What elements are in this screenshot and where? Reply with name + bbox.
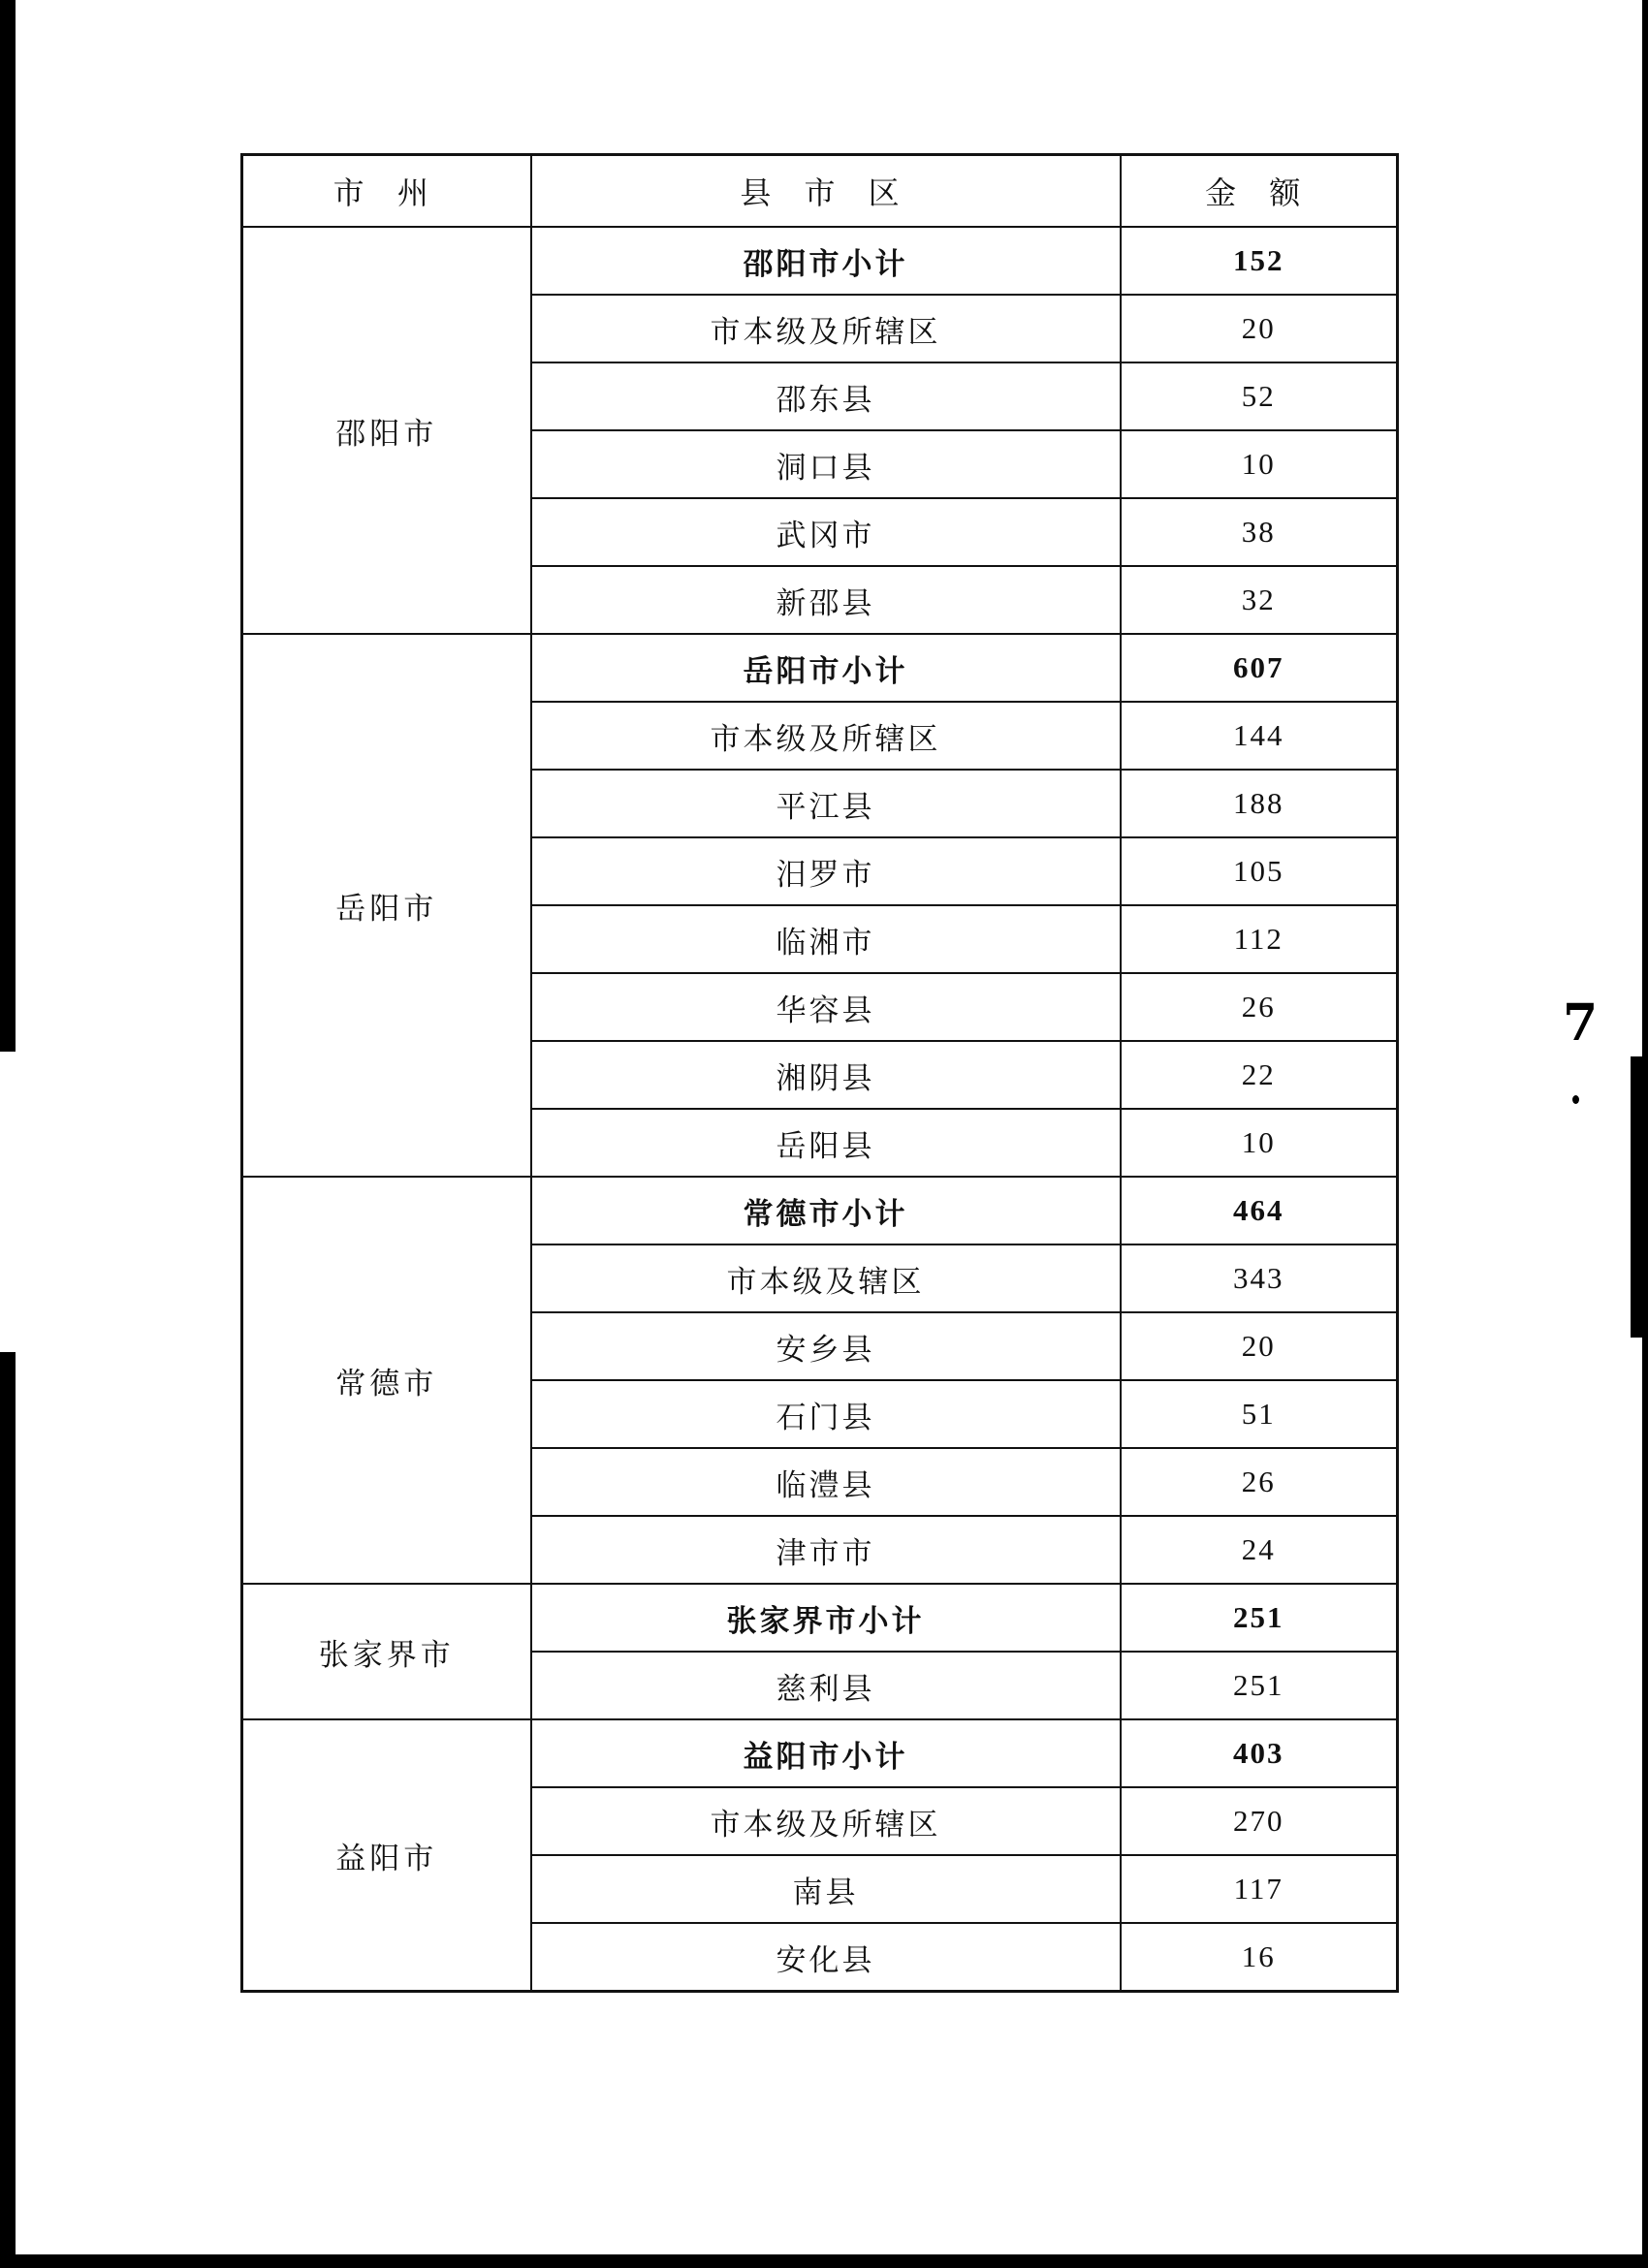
- county-cell: 市本级及所辖区: [531, 1787, 1121, 1855]
- amount-cell: 117: [1121, 1855, 1398, 1923]
- county-cell: 石门县: [531, 1380, 1121, 1448]
- header-row: [242, 155, 1398, 228]
- amount-cell: 22: [1121, 1041, 1398, 1109]
- county-cell: 岳阳县: [531, 1109, 1121, 1177]
- header-amount: 金 额: [1121, 155, 1398, 228]
- county-cell: 华容县: [531, 973, 1121, 1041]
- county-cell: 市本级及所辖区: [531, 295, 1121, 362]
- table-row: [242, 634, 1398, 702]
- scan-artifact-dot: [1572, 1095, 1579, 1104]
- allocation-table: [240, 153, 1399, 1993]
- subtotal-amount-cell: 607: [1121, 634, 1398, 702]
- city-cell: 张家界市: [242, 1584, 531, 1719]
- amount-cell: 343: [1121, 1244, 1398, 1312]
- subtotal-amount-cell: 403: [1121, 1719, 1398, 1787]
- county-cell: 湘阴县: [531, 1041, 1121, 1109]
- table-row: [242, 1177, 1398, 1244]
- amount-cell: 32: [1121, 566, 1398, 634]
- county-cell: 邵东县: [531, 362, 1121, 430]
- county-cell: 新邵县: [531, 566, 1121, 634]
- subtotal-amount-cell: 152: [1121, 227, 1398, 295]
- county-cell: 临湘市: [531, 905, 1121, 973]
- county-cell: 平江县: [531, 770, 1121, 837]
- amount-cell: 20: [1121, 295, 1398, 362]
- amount-cell: 251: [1121, 1652, 1398, 1719]
- subtotal-amount-cell: 464: [1121, 1177, 1398, 1244]
- table-row: [242, 1584, 1398, 1652]
- city-cell: 邵阳市: [242, 227, 531, 634]
- subtotal-label-cell: 张家界市小计: [531, 1584, 1121, 1652]
- city-cell: 岳阳市: [242, 634, 531, 1177]
- scan-artifact-mark: 7: [1563, 993, 1599, 1053]
- scan-edge-mark: [0, 0, 16, 1052]
- city-cell: 常德市: [242, 1177, 531, 1584]
- subtotal-label-cell: 常德市小计: [531, 1177, 1121, 1244]
- amount-cell: 51: [1121, 1380, 1398, 1448]
- amount-cell: 188: [1121, 770, 1398, 837]
- scan-edge-mark: [1631, 1056, 1648, 1338]
- county-cell: 武冈市: [531, 498, 1121, 566]
- county-cell: 津市市: [531, 1516, 1121, 1584]
- table-row: [242, 227, 1398, 295]
- subtotal-label-cell: 岳阳市小计: [531, 634, 1121, 702]
- county-cell: 安化县: [531, 1923, 1121, 1992]
- subtotal-label-cell: 邵阳市小计: [531, 227, 1121, 295]
- amount-cell: 112: [1121, 905, 1398, 973]
- amount-cell: 38: [1121, 498, 1398, 566]
- amount-cell: 10: [1121, 1109, 1398, 1177]
- table-row: [242, 1719, 1398, 1787]
- amount-cell: 24: [1121, 1516, 1398, 1584]
- table-body: [242, 227, 1398, 1992]
- amount-cell: 144: [1121, 702, 1398, 770]
- amount-cell: 26: [1121, 973, 1398, 1041]
- county-cell: 洞口县: [531, 430, 1121, 498]
- city-cell: 益阳市: [242, 1719, 531, 1992]
- amount-cell: 20: [1121, 1312, 1398, 1380]
- county-cell: 临澧县: [531, 1448, 1121, 1516]
- amount-cell: 52: [1121, 362, 1398, 430]
- subtotal-amount-cell: 251: [1121, 1584, 1398, 1652]
- county-cell: 汨罗市: [531, 837, 1121, 905]
- county-cell: 慈利县: [531, 1652, 1121, 1719]
- amount-cell: 16: [1121, 1923, 1398, 1992]
- header-county: 县 市 区: [531, 155, 1121, 228]
- county-cell: 安乡县: [531, 1312, 1121, 1380]
- county-cell: 南县: [531, 1855, 1121, 1923]
- county-cell: 市本级及辖区: [531, 1244, 1121, 1312]
- county-cell: 市本级及所辖区: [531, 702, 1121, 770]
- amount-cell: 105: [1121, 837, 1398, 905]
- scan-edge-mark: [0, 1352, 16, 2268]
- header-city: 市 州: [242, 155, 531, 228]
- amount-cell: 26: [1121, 1448, 1398, 1516]
- subtotal-label-cell: 益阳市小计: [531, 1719, 1121, 1787]
- amount-cell: 10: [1121, 430, 1398, 498]
- amount-cell: 270: [1121, 1787, 1398, 1855]
